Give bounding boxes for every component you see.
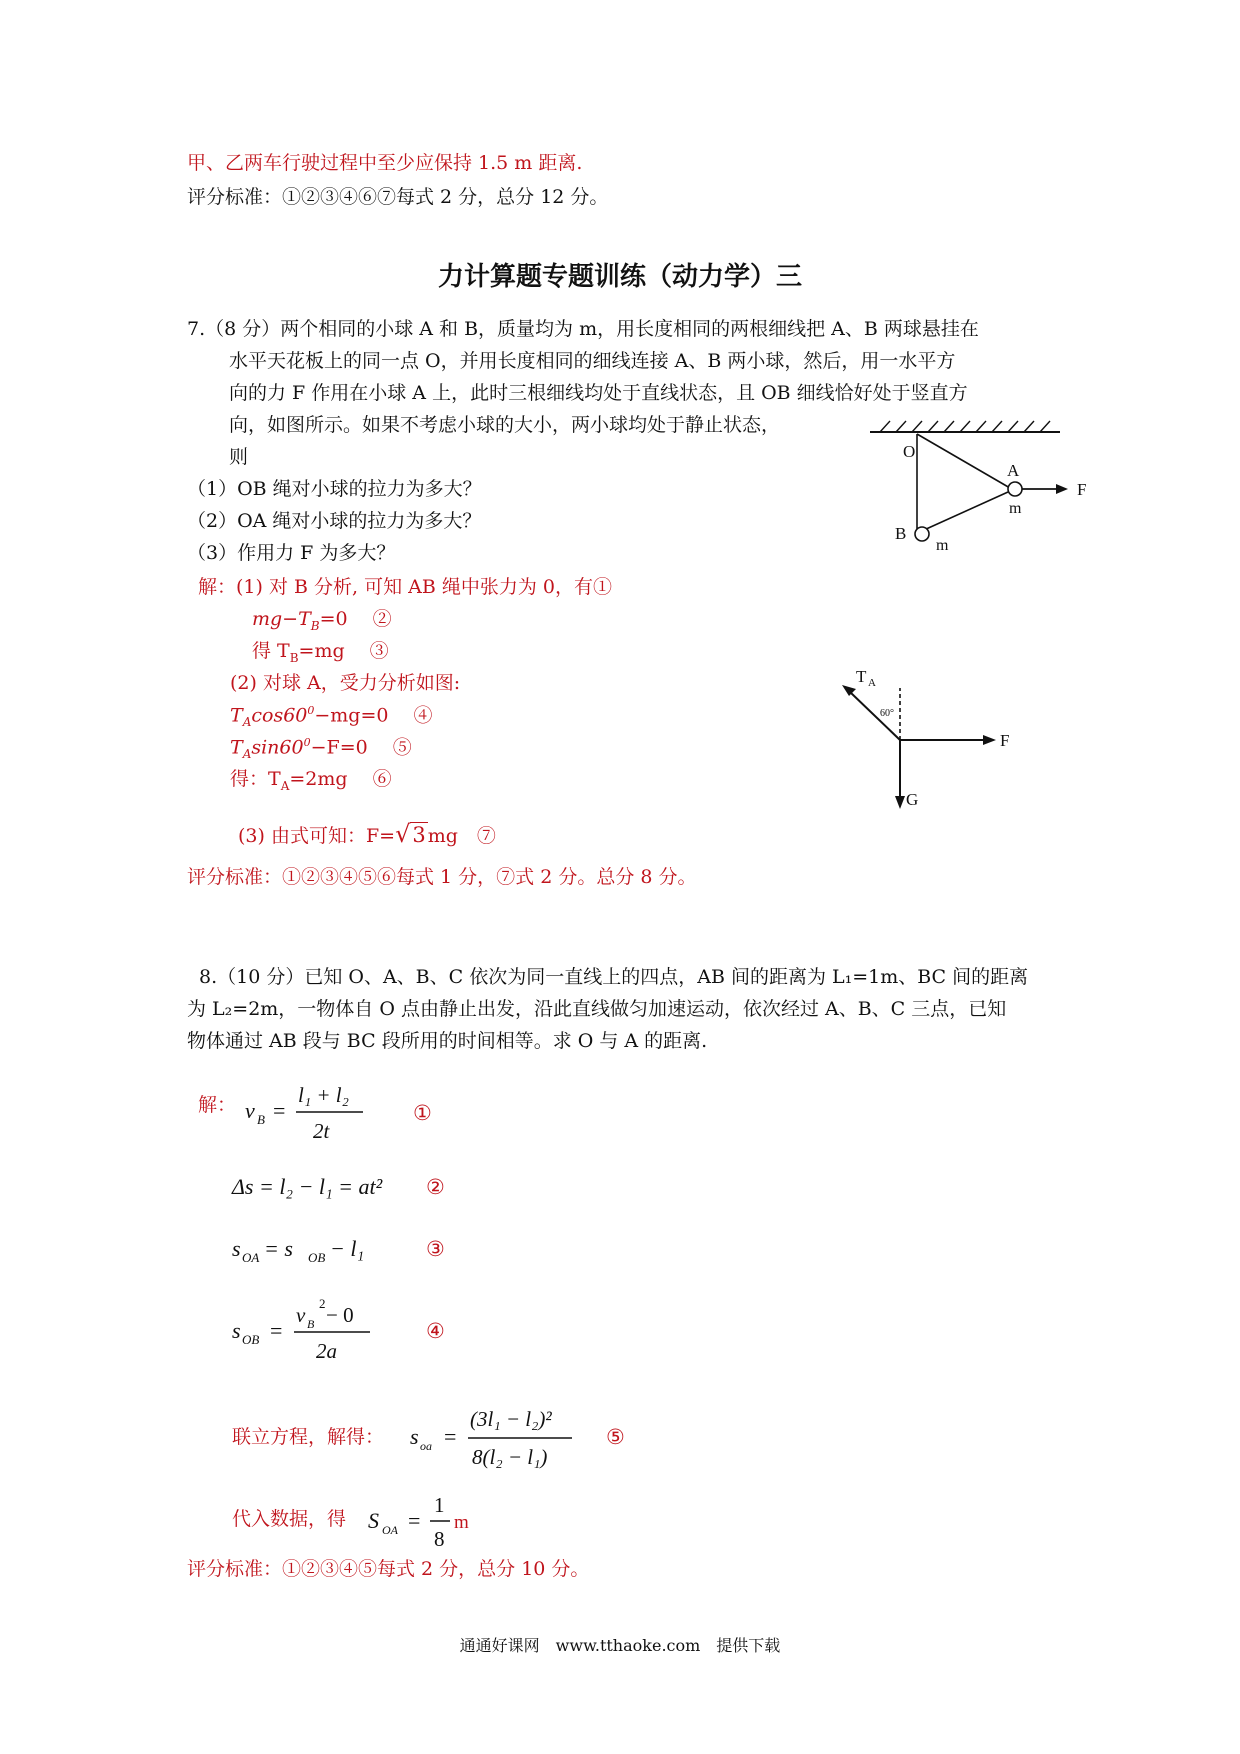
q8-eq6 (366, 1488, 486, 1558)
q7-sol-7 (230, 768, 392, 793)
eq6-unit: m (454, 1512, 469, 1533)
q7-figure-strings (860, 420, 1100, 560)
eq5-den: 8(l₂ − l₁) (472, 1445, 548, 1469)
q7-sol-8-c: mg ⑦ (427, 825, 496, 847)
eq1-numerator: l₁ + l₂ (298, 1083, 349, 1107)
eq4-num: v (296, 1303, 306, 1327)
q7-line-5: 则 (229, 446, 249, 468)
page-title: 力计算题专题训练（动力学）三 (437, 262, 802, 292)
q7-figure-forces (820, 660, 1020, 820)
eq3-s1: s (232, 1236, 241, 1261)
eq5-lhs: s (410, 1424, 419, 1449)
q7-sol-2 (252, 608, 392, 633)
eq1-lhs-sub: B (257, 1112, 265, 1127)
q7-sol-2-a: mg−T (252, 608, 311, 630)
eq5-num: (3l₁ − l₂)² (470, 1407, 552, 1431)
eq1-denominator: 2t (313, 1119, 330, 1143)
eq1-tag: ① (413, 1101, 432, 1125)
q7-sol-2-c: =0 ② (319, 608, 392, 630)
eq2-tag: ② (426, 1175, 445, 1199)
eq6-den: 8 (434, 1527, 445, 1551)
fig2-label-G: G (906, 790, 919, 809)
page-footer: 通通好课网 www.tthaoke.com 提供下载 (459, 1636, 781, 1655)
fig1-label-mB: m (936, 537, 949, 554)
q7-sub-1: （1）OB 绳对小球的拉力为多大？ (187, 478, 482, 500)
eq5-equals: = (444, 1424, 457, 1449)
eq3-sub1: OA (242, 1250, 260, 1265)
q8-eq3 (230, 1228, 470, 1268)
sqrt-icon: √ (395, 820, 411, 848)
q7-sol-2-sub: B (310, 618, 320, 633)
eq4-equals: = (270, 1318, 283, 1343)
eq4-num-sub: B (307, 1317, 315, 1331)
q7-sol-6-sup: 0 (303, 736, 311, 749)
fig2-label-T: T (856, 667, 867, 686)
q7-line-1: 7.（8 分）两个相同的小球 A 和 B，质量均为 m，用长度相同的两根细线把 A、B 两球悬挂在 (187, 318, 979, 340)
q8-eq5 (408, 1398, 648, 1478)
q7-sol-3-sub: B (289, 650, 299, 665)
q7-sub-3: （3）作用力 F 为多大？ (187, 542, 396, 564)
q7-sol-4: (2) 对球 A，受力分析如图: (230, 672, 461, 694)
q7-sol-3 (252, 640, 389, 665)
eq3-tag: ③ (426, 1237, 445, 1261)
fig1-label-A: A (1007, 461, 1020, 480)
fig2-label-F: F (1000, 731, 1010, 750)
q7-sol-6-a: T (230, 736, 243, 759)
fig2-label-T-sub: A (868, 677, 876, 689)
eq4-num-sup: 2 (319, 1296, 326, 1311)
q7-sol-8-radicand: 3 (412, 823, 426, 847)
eq2-text: Δs = l₂ − l₁ = at² (232, 1174, 383, 1199)
q8-line-3: 物体通过 AB 段与 BC 段所用的时间相等。求 O 与 A 的距离. (187, 1030, 708, 1052)
q7-sol-7-sub: A (280, 778, 290, 793)
eq4-tag: ④ (426, 1319, 445, 1343)
q7-sol-1: 解：(1) 对 B 分析, 可知 AB 绳中张力为 0，有① (198, 576, 612, 598)
q7-sol-6 (230, 736, 412, 762)
fig2-label-angle: 60° (880, 708, 894, 719)
q7-sol-5-a: T (230, 704, 243, 727)
q8-sol-label: 解： (198, 1094, 237, 1116)
eq5-tag: ⑤ (606, 1425, 625, 1449)
eq4-num-tail: − 0 (326, 1303, 354, 1327)
q8-eq1 (243, 1074, 463, 1146)
q7-sol-5 (230, 704, 433, 730)
fig1-label-O: O (903, 442, 916, 461)
q7-sol-3-a: 得 T (252, 640, 290, 662)
q7-score: 评分标准：①②③④⑤⑥每式 1 分，⑦式 2 分。总分 8 分。 (187, 866, 697, 888)
eq6-equals: = (408, 1508, 421, 1533)
q8-line-1: 8.（10 分）已知 O、A、B、C 依次为同一直线上的四点，AB 间的距离为 L₁=1m、BC 间的距离 (199, 966, 1029, 988)
eq1-lhs: v (245, 1098, 255, 1123)
q7-sol-3-c: =mg ③ (298, 640, 389, 662)
q8-eq2 (230, 1166, 470, 1206)
top-score-line: 评分标准：①②③④⑥⑦每式 2 分，总分 12 分。 (187, 186, 609, 208)
q7-sub-2: （2）OA 绳对小球的拉力为多大？ (187, 510, 482, 532)
eq6-lhs: S (368, 1508, 379, 1533)
q7-sol-5-e: −mg=0 ④ (314, 704, 433, 727)
fig1-label-mA: m (1009, 500, 1022, 517)
q7-line-3: 向的力 F 作用在小球 A 上，此时三根细线均处于直线状态，且 OB 细线恰好处于竖直方 (229, 382, 968, 404)
eq3-sub2: OB (308, 1250, 326, 1265)
q7-sol-5-sup: 0 (307, 704, 315, 717)
eq4-den: 2a (316, 1339, 337, 1363)
q7-sol-5-c: cos60 (251, 704, 308, 727)
eq3-tail: − l₁ (330, 1236, 365, 1261)
eq4-lhs-sub: OB (242, 1332, 260, 1347)
q8-eq5-prefix: 联立方程，解得： (232, 1426, 385, 1448)
q8-eq4 (230, 1290, 470, 1370)
fig1-label-F: F (1077, 480, 1087, 499)
top-line-1: 甲、乙两车行驶过程中至少应保持 1.5 m 距离. (187, 152, 583, 174)
q7-line-4: 向，如图所示。如果不考虑小球的大小，两小球均处于静止状态， (229, 414, 781, 436)
eq5-lhs-sub: oa (420, 1439, 432, 1453)
q7-sol-7-c: =2mg ⑥ (289, 768, 392, 790)
q7-sol-5-sub: A (242, 715, 252, 730)
q8-eq6-prefix: 代入数据，得 (232, 1508, 347, 1530)
q7-line-2: 水平天花板上的同一点 O，并用长度相同的细线连接 A、B 两小球，然后，用一水平方 (229, 350, 956, 372)
eq3-mid: = s (264, 1236, 293, 1261)
q8-score: 评分标准：①②③④⑤每式 2 分，总分 10 分。 (187, 1558, 590, 1580)
eq1-equals: = (273, 1098, 286, 1123)
q7-sol-8 (238, 820, 496, 849)
q7-sol-8-a: (3) 由式可知：F= (238, 825, 396, 847)
q7-sol-6-c: sin60 (251, 736, 304, 759)
eq6-num: 1 (434, 1493, 445, 1517)
eq6-lhs-sub: OA (382, 1523, 398, 1537)
q7-sol-7-a: 得：T (230, 768, 281, 790)
q7-sol-6-e: −F=0 ⑤ (310, 736, 412, 759)
eq4-lhs: s (232, 1318, 241, 1343)
q8-line-2: 为 L₂=2m，一物体自 O 点由静止出发，沿此直线做匀加速运动，依次经过 A、B、C 三点，已知 (187, 998, 1007, 1020)
fig1-label-B: B (895, 524, 907, 543)
q7-sol-6-sub: A (242, 747, 252, 762)
